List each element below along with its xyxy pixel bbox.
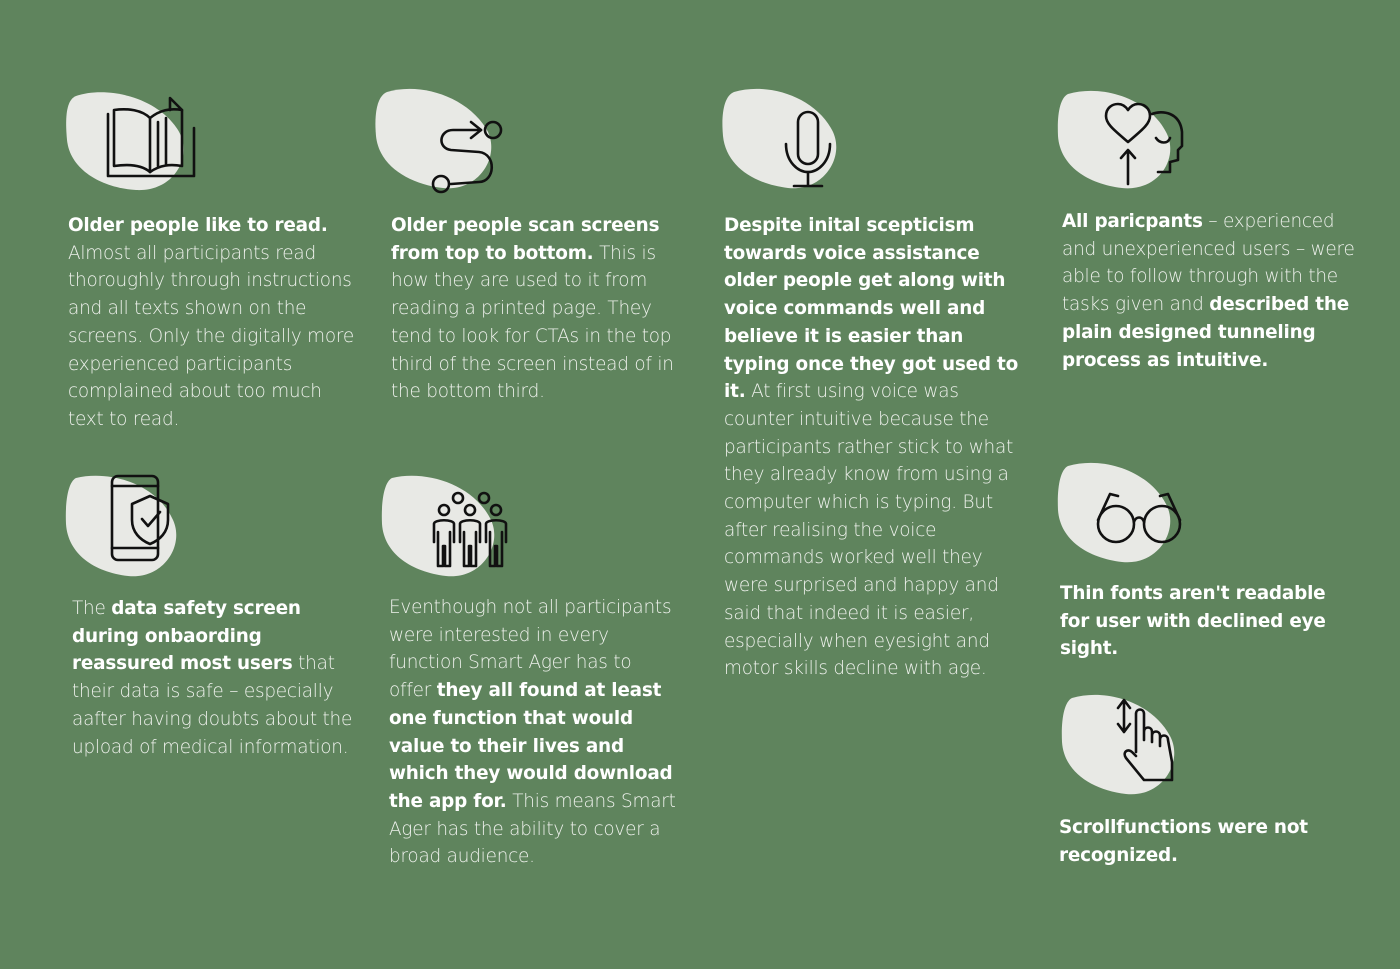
insight-bold: Thin fonts aren't readable for user with declined eye sight.: [1060, 583, 1326, 660]
insight-text: [389, 594, 679, 871]
people-group-icon: [382, 474, 522, 584]
insight-bold: they all found at least one function that would value to their lives and which they would download the app for.: [389, 680, 673, 812]
insight-regular: – experienced and unexperienced users – were able to follow through with the tasks given and: [1062, 211, 1355, 316]
insight-text: [1062, 208, 1372, 374]
insight-bold: Scrollfunctions were not recognized.: [1059, 817, 1308, 866]
insight-text: [1060, 580, 1360, 663]
insight-regular: At first using voice was counter intuitive because the participants rather stick to what they already know from using a computer which is typing. But after realising the voice commands worked well they were surprised and happy and said that indeed it is easier, especially when eyesight and motor skills decline with age.: [724, 381, 1014, 680]
scroll-hand-icon: [1062, 692, 1202, 802]
insight-bold: Older people scan screens from top to bottom.: [391, 215, 660, 264]
microphone-icon: [722, 86, 862, 196]
insight-bold: Despite inital scepticism towards voice assistance older people get along with voice commands well and believe it is easier than typing once they got used to it.: [724, 215, 1019, 403]
insight-text: [68, 212, 358, 434]
path-route-icon: [375, 86, 515, 196]
insight-bold: All paricpants: [1062, 211, 1203, 232]
insight-bold: described the plain designed tunneling process as intuitive.: [1062, 294, 1350, 371]
insight-regular: that their data is safe – especially aafter having doubts about the upload of medical information.: [72, 653, 353, 758]
insight-regular: Eventhough not all participants were interested in every function Smart Ager has to offer: [389, 597, 672, 702]
heart-head-icon: [1058, 88, 1198, 198]
glasses-icon: [1058, 460, 1198, 570]
insight-regular: The: [72, 598, 112, 619]
phone-shield-icon: [66, 474, 206, 584]
insight-bold: data safety screen during onbaording reassured most users: [72, 598, 301, 675]
insight-regular: This is how they are used to it from reading a printed page. They tend to look for CTAs in the top third of the screen instead of in the bottom third.: [391, 242, 674, 403]
insight-text: [72, 595, 362, 761]
book-icon: [66, 88, 206, 198]
insight-bold: Older people like to read.: [68, 215, 328, 236]
insight-text: [724, 212, 1024, 683]
insight-text: [391, 212, 681, 406]
insight-regular: Almost all participants read thoroughly through instructions and all texts shown on the screens. Only the digitally more experienced participants complained about too much text to read.: [68, 242, 354, 430]
insight-text: [1059, 814, 1359, 869]
insight-regular: This means Smart Ager has the ability to cover a broad audience.: [389, 790, 676, 868]
